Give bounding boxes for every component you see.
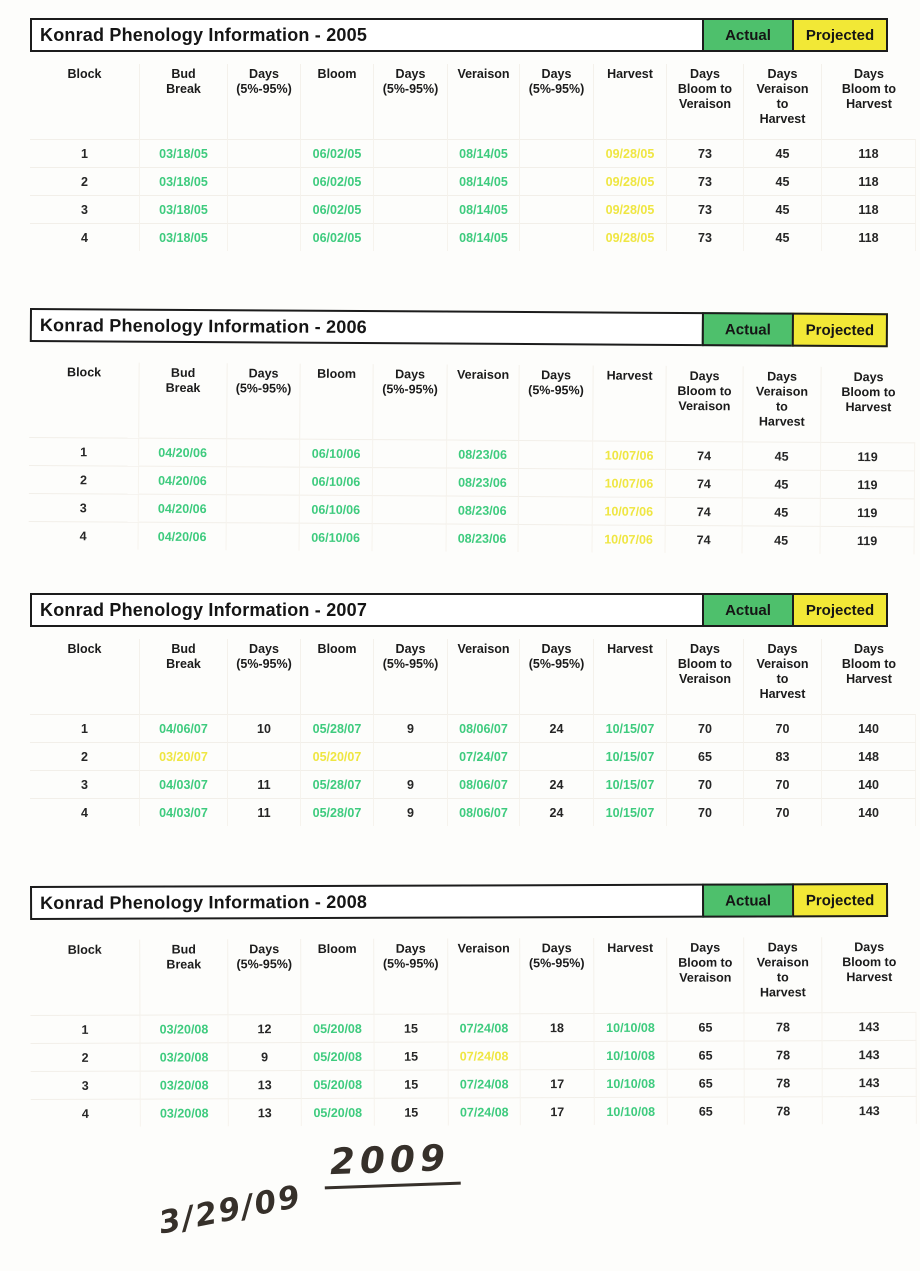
days-value-cell: 45 <box>743 525 821 553</box>
projected-date-cell: 09/28/05 <box>594 139 667 167</box>
days-value-cell: 17 <box>521 1097 595 1125</box>
actual-date-cell: 10/15/07 <box>594 798 667 826</box>
actual-date-cell: 06/10/06 <box>300 495 373 523</box>
days-value-cell: 15 <box>375 1042 449 1070</box>
days-value-cell: 13 <box>229 1070 302 1098</box>
header-cell-harvest: Harvest <box>594 64 667 139</box>
days-value-cell: 119 <box>821 526 915 555</box>
days-value-cell: 45 <box>743 469 821 497</box>
days-value-cell <box>520 139 594 167</box>
projected-date-cell: 09/28/05 <box>594 167 667 195</box>
header-cell-harvest: Harvest <box>594 639 667 714</box>
days-value-cell: 70 <box>667 770 744 798</box>
table-header-row <box>30 937 916 1015</box>
actual-date-cell: 07/24/08 <box>448 1013 520 1041</box>
header-cell-bloom: Bloom <box>301 939 374 1014</box>
days-value-cell <box>373 439 447 467</box>
legend-projected-badge: Projected <box>792 883 888 917</box>
block-number-cell: 2 <box>30 167 140 195</box>
header-cell-bud-break: Bud Break <box>140 639 228 714</box>
days-value-cell <box>521 1041 595 1069</box>
days-value-cell: 73 <box>667 167 744 195</box>
days-value-cell: 24 <box>520 798 594 826</box>
days-value-cell: 140 <box>822 770 916 798</box>
block-number-cell: 1 <box>30 714 140 742</box>
table-title-bar <box>30 18 888 52</box>
handwritten-year-note: 2009 <box>323 1138 461 1190</box>
phenology-table-2006 <box>29 308 916 554</box>
projected-date-cell: 09/28/05 <box>594 195 667 223</box>
actual-date-cell: 04/20/06 <box>139 522 227 551</box>
projected-date-cell: 03/20/07 <box>140 742 228 770</box>
block-number-cell: 4 <box>30 798 140 826</box>
days-value-cell <box>374 167 448 195</box>
projected-date-cell: 10/07/06 <box>593 524 666 552</box>
actual-date-cell: 03/20/08 <box>141 1098 229 1126</box>
block-number-cell: 3 <box>31 1071 141 1099</box>
days-value-cell: 9 <box>229 1042 302 1070</box>
legend-projected-badge: Projected <box>792 593 888 627</box>
days-value-cell: 148 <box>822 742 916 770</box>
days-value-cell: 119 <box>821 498 915 527</box>
actual-date-cell: 05/28/07 <box>301 770 374 798</box>
days-value-cell: 83 <box>744 742 822 770</box>
days-value-cell: 118 <box>822 195 916 223</box>
actual-date-cell: 10/10/08 <box>595 1041 668 1069</box>
actual-date-cell: 08/06/07 <box>448 770 520 798</box>
header-cell-days-veraison-to-harvest: Days Veraison to Harvest <box>744 64 822 139</box>
header-cell-bloom: Bloom <box>301 639 374 714</box>
days-value-cell: 74 <box>666 441 743 469</box>
days-value-cell: 15 <box>375 1070 449 1098</box>
days-value-cell: 65 <box>667 1013 744 1041</box>
days-value-cell: 70 <box>667 714 744 742</box>
days-value-cell: 143 <box>823 1040 917 1068</box>
actual-date-cell: 07/24/08 <box>449 1069 521 1097</box>
days-value-cell: 65 <box>668 1097 745 1125</box>
actual-date-cell: 10/15/07 <box>594 714 667 742</box>
legend-actual-badge: Actual <box>702 312 794 347</box>
days-value-cell: 118 <box>822 223 916 251</box>
days-value-cell: 70 <box>744 798 822 826</box>
actual-date-cell: 04/03/07 <box>140 770 228 798</box>
block-number-cell: 4 <box>30 223 140 251</box>
table-title: Konrad Phenology Information - 2007 <box>30 593 704 627</box>
header-cell-days-bloomto-harvest: Days Bloom to Harvest <box>841 642 897 686</box>
header-cell-veraison: Veraison <box>448 938 520 1013</box>
days-value-cell: 13 <box>229 1098 302 1126</box>
table-header-row <box>30 64 916 139</box>
block-number-cell: 3 <box>30 770 140 798</box>
days-value-cell: 45 <box>744 195 822 223</box>
table-title-bar <box>30 308 888 347</box>
days-value-cell <box>228 167 301 195</box>
header-cell-days-bloomto-harvest: Days Bloom to Harvest <box>841 67 897 111</box>
header-cell-days-veraison-to-harvest: Days Veraison to Harvest <box>743 366 821 441</box>
projected-date-cell: 10/07/06 <box>593 468 666 496</box>
table-body <box>30 1012 916 1127</box>
days-value-cell <box>519 524 593 552</box>
days-value-cell: 73 <box>667 195 744 223</box>
actual-date-cell: 05/28/07 <box>301 714 374 742</box>
days-value-cell <box>520 223 594 251</box>
days-value-cell <box>520 742 594 770</box>
days-value-cell: 9 <box>374 714 448 742</box>
header-cell-bloom: Bloom <box>301 64 374 139</box>
days-value-cell: 140 <box>822 714 916 742</box>
actual-date-cell: 10/10/08 <box>595 1097 668 1125</box>
actual-date-cell: 08/14/05 <box>448 167 520 195</box>
phenology-table-2007 <box>30 593 916 826</box>
handwritten-date-note: 3/29/09 <box>155 1178 305 1242</box>
days-value-cell: 70 <box>744 770 822 798</box>
days-value-cell: 12 <box>228 1014 301 1042</box>
projected-date-cell: 07/24/08 <box>449 1041 521 1069</box>
days-value-cell: 143 <box>823 1096 917 1124</box>
days-value-cell <box>373 523 447 551</box>
header-cell-days-bloomto-harvest: Days Bloom to Harvest <box>841 370 896 415</box>
days-value-cell: 45 <box>744 139 822 167</box>
actual-date-cell: 06/10/06 <box>300 523 373 551</box>
days-value-cell: 143 <box>823 1068 917 1096</box>
block-number-cell: 4 <box>31 1099 141 1127</box>
actual-date-cell: 05/20/08 <box>302 1042 375 1070</box>
days-value-cell <box>227 494 300 522</box>
days-value-cell: 18 <box>520 1013 594 1041</box>
actual-date-cell: 04/20/06 <box>139 438 227 467</box>
days-value-cell: 11 <box>228 770 301 798</box>
days-value-cell: 45 <box>744 167 822 195</box>
header-cell-harvest: Harvest <box>594 938 667 1013</box>
actual-date-cell: 06/02/05 <box>301 195 374 223</box>
header-cell-days-5-95: Days (5%-95%) <box>227 363 300 438</box>
block-number-cell: 2 <box>29 465 139 494</box>
actual-date-cell: 04/03/07 <box>140 798 228 826</box>
days-value-cell: 11 <box>228 798 301 826</box>
header-cell-bud-break: Bud Break <box>139 363 227 439</box>
phenology-table-2008 <box>30 883 917 1127</box>
header-cell-days-5-95: Days (5%-95%) <box>228 64 301 139</box>
days-value-cell: 9 <box>374 798 448 826</box>
actual-date-cell: 03/18/05 <box>140 195 228 223</box>
table-header-row <box>29 362 915 442</box>
actual-date-cell: 06/02/05 <box>301 223 374 251</box>
header-cell-days-5-95: Days (5%-95%) <box>374 639 448 714</box>
actual-date-cell: 10/15/07 <box>594 770 667 798</box>
days-value-cell: 78 <box>745 1040 823 1068</box>
header-cell-days-bloomto-veraison: Days Bloom to Veraison <box>666 366 743 441</box>
block-number-cell: 4 <box>29 521 139 550</box>
header-cell-bud-break: Bud Break <box>140 939 228 1014</box>
header-cell-days-bloomto-veraison: Days Bloom to Veraison <box>667 64 744 139</box>
header-cell-block: Block <box>30 940 140 1015</box>
actual-date-cell: 06/10/06 <box>300 439 373 467</box>
header-cell-block: Block <box>30 64 140 139</box>
block-number-cell: 3 <box>30 195 140 223</box>
actual-date-cell: 08/23/06 <box>447 468 519 496</box>
header-cell-days-5-95: Days (5%-95%) <box>520 938 594 1013</box>
days-value-cell <box>227 438 300 466</box>
days-value-cell: 78 <box>745 1096 823 1124</box>
actual-date-cell: 07/24/07 <box>448 742 520 770</box>
block-number-cell: 2 <box>31 1043 141 1071</box>
table-title-bar <box>30 883 888 920</box>
days-value-cell: 24 <box>520 714 594 742</box>
actual-date-cell: 08/23/06 <box>447 524 519 552</box>
actual-date-cell: 07/24/08 <box>449 1097 521 1125</box>
days-value-cell: 119 <box>821 442 915 471</box>
days-value-cell: 65 <box>668 1041 745 1069</box>
days-value-cell <box>374 223 448 251</box>
header-cell-days-bloomto-harvest: Days Bloom to Harvest <box>842 940 897 985</box>
header-cell-veraison: Veraison <box>448 639 520 714</box>
header-cell-days-bloomto-veraison: Days Bloom to Veraison <box>667 639 744 714</box>
days-value-cell: 45 <box>743 441 821 469</box>
legend-actual-badge: Actual <box>702 593 794 627</box>
days-value-cell <box>374 742 448 770</box>
legend-projected-badge: Projected <box>792 18 888 52</box>
header-cell-harvest: Harvest <box>593 365 666 440</box>
table-header-row <box>30 639 916 714</box>
days-value-cell <box>228 139 301 167</box>
header-cell-days-5-95: Days (5%-95%) <box>228 639 301 714</box>
actual-date-cell: 08/06/07 <box>448 714 520 742</box>
header-cell-days-5-95: Days (5%-95%) <box>520 639 594 714</box>
days-value-cell <box>373 495 447 523</box>
header-cell-veraison: Veraison <box>447 365 519 440</box>
header-cell-days-5-95: Days (5%-95%) <box>519 365 593 440</box>
days-value-cell: 10 <box>228 714 301 742</box>
days-value-cell <box>520 167 594 195</box>
header-cell-block: Block <box>29 362 139 438</box>
header-cell-bud-break: Bud Break <box>140 64 228 139</box>
block-number-cell: 1 <box>30 139 140 167</box>
header-cell-days-5-95: Days (5%-95%) <box>374 64 448 139</box>
days-value-cell <box>228 223 301 251</box>
table-body <box>30 714 916 826</box>
days-value-cell: 73 <box>667 139 744 167</box>
actual-date-cell: 05/20/08 <box>302 1070 375 1098</box>
days-value-cell <box>228 195 301 223</box>
actual-date-cell: 06/10/06 <box>300 467 373 495</box>
actual-date-cell: 03/18/05 <box>140 167 228 195</box>
days-value-cell <box>228 742 301 770</box>
actual-date-cell: 05/20/08 <box>302 1098 375 1126</box>
days-value-cell: 118 <box>822 139 916 167</box>
days-value-cell <box>374 195 448 223</box>
header-cell-days-veraison-to-harvest: Days Veraison to Harvest <box>744 937 822 1012</box>
actual-date-cell: 08/06/07 <box>448 798 520 826</box>
table-title: Konrad Phenology Information - 2006 <box>30 308 704 346</box>
actual-date-cell: 08/14/05 <box>448 223 520 251</box>
projected-date-cell: 10/07/06 <box>593 440 666 468</box>
table-body <box>30 139 916 251</box>
header-cell-days-5-95: Days (5%-95%) <box>228 939 301 1014</box>
header-cell-days-5-95: Days (5%-95%) <box>520 64 594 139</box>
header-cell-days-veraison-to-harvest: Days Veraison to Harvest <box>744 639 822 714</box>
table-title: Konrad Phenology Information - 2008 <box>30 884 704 920</box>
days-value-cell: 78 <box>745 1068 823 1096</box>
header-cell-veraison: Veraison <box>448 64 520 139</box>
table-title: Konrad Phenology Information - 2005 <box>30 18 704 52</box>
actual-date-cell: 10/15/07 <box>594 742 667 770</box>
days-value-cell: 15 <box>375 1098 449 1126</box>
actual-date-cell: 08/14/05 <box>448 195 520 223</box>
actual-date-cell: 08/23/06 <box>447 496 519 524</box>
actual-date-cell: 10/10/08 <box>595 1069 668 1097</box>
actual-date-cell: 05/28/07 <box>301 798 374 826</box>
days-value-cell: 74 <box>666 469 743 497</box>
actual-date-cell: 03/18/05 <box>140 139 228 167</box>
days-value-cell: 70 <box>667 798 744 826</box>
projected-date-cell: 09/28/05 <box>594 223 667 251</box>
block-number-cell: 3 <box>29 493 139 522</box>
days-value-cell <box>519 440 593 468</box>
days-value-cell: 78 <box>744 1012 822 1040</box>
table-title-bar <box>30 593 888 627</box>
legend-actual-badge: Actual <box>702 883 794 917</box>
days-value-cell <box>373 467 447 495</box>
days-value-cell <box>519 468 593 496</box>
actual-date-cell: 04/20/06 <box>139 466 227 495</box>
actual-date-cell: 06/02/05 <box>301 139 374 167</box>
days-value-cell: 24 <box>520 770 594 798</box>
projected-date-cell: 05/20/07 <box>301 742 374 770</box>
actual-date-cell: 08/23/06 <box>447 440 519 468</box>
days-value-cell: 70 <box>744 714 822 742</box>
actual-date-cell: 05/20/08 <box>301 1014 374 1042</box>
actual-date-cell: 04/20/06 <box>139 494 227 523</box>
days-value-cell <box>519 496 593 524</box>
days-value-cell <box>520 195 594 223</box>
days-value-cell: 45 <box>743 497 821 525</box>
actual-date-cell: 03/20/08 <box>141 1070 229 1098</box>
days-value-cell: 119 <box>821 470 915 499</box>
actual-date-cell: 08/14/05 <box>448 139 520 167</box>
actual-date-cell: 06/02/05 <box>301 167 374 195</box>
days-value-cell <box>227 522 300 550</box>
days-value-cell <box>227 466 300 494</box>
days-value-cell: 15 <box>374 1014 448 1042</box>
days-value-cell: 65 <box>667 742 744 770</box>
days-value-cell: 45 <box>744 223 822 251</box>
projected-date-cell: 10/07/06 <box>593 496 666 524</box>
header-cell-days-bloomto-veraison: Days Bloom to Veraison <box>667 938 744 1013</box>
actual-date-cell: 04/06/07 <box>140 714 228 742</box>
days-value-cell: 9 <box>374 770 448 798</box>
table-body <box>29 437 916 554</box>
block-number-cell: 1 <box>30 1015 140 1043</box>
days-value-cell <box>374 139 448 167</box>
days-value-cell: 65 <box>668 1069 745 1097</box>
legend-projected-badge: Projected <box>792 313 888 348</box>
actual-date-cell: 10/10/08 <box>594 1013 667 1041</box>
header-cell-days-5-95: Days (5%-95%) <box>374 939 448 1014</box>
block-number-cell: 1 <box>29 437 139 466</box>
actual-date-cell: 03/20/08 <box>141 1042 229 1070</box>
header-cell-bloom: Bloom <box>300 364 373 439</box>
days-value-cell: 73 <box>667 223 744 251</box>
days-value-cell: 118 <box>822 167 916 195</box>
days-value-cell: 143 <box>822 1012 916 1040</box>
block-number-cell: 2 <box>30 742 140 770</box>
days-value-cell: 74 <box>666 497 743 525</box>
actual-date-cell: 03/20/08 <box>140 1014 228 1042</box>
header-cell-days-5-95: Days (5%-95%) <box>373 364 447 439</box>
header-cell-block: Block <box>30 639 140 714</box>
days-value-cell: 140 <box>822 798 916 826</box>
days-value-cell: 74 <box>666 525 743 553</box>
phenology-table-2005 <box>30 18 916 251</box>
actual-date-cell: 03/18/05 <box>140 223 228 251</box>
days-value-cell: 17 <box>521 1069 595 1097</box>
legend-actual-badge: Actual <box>702 18 794 52</box>
